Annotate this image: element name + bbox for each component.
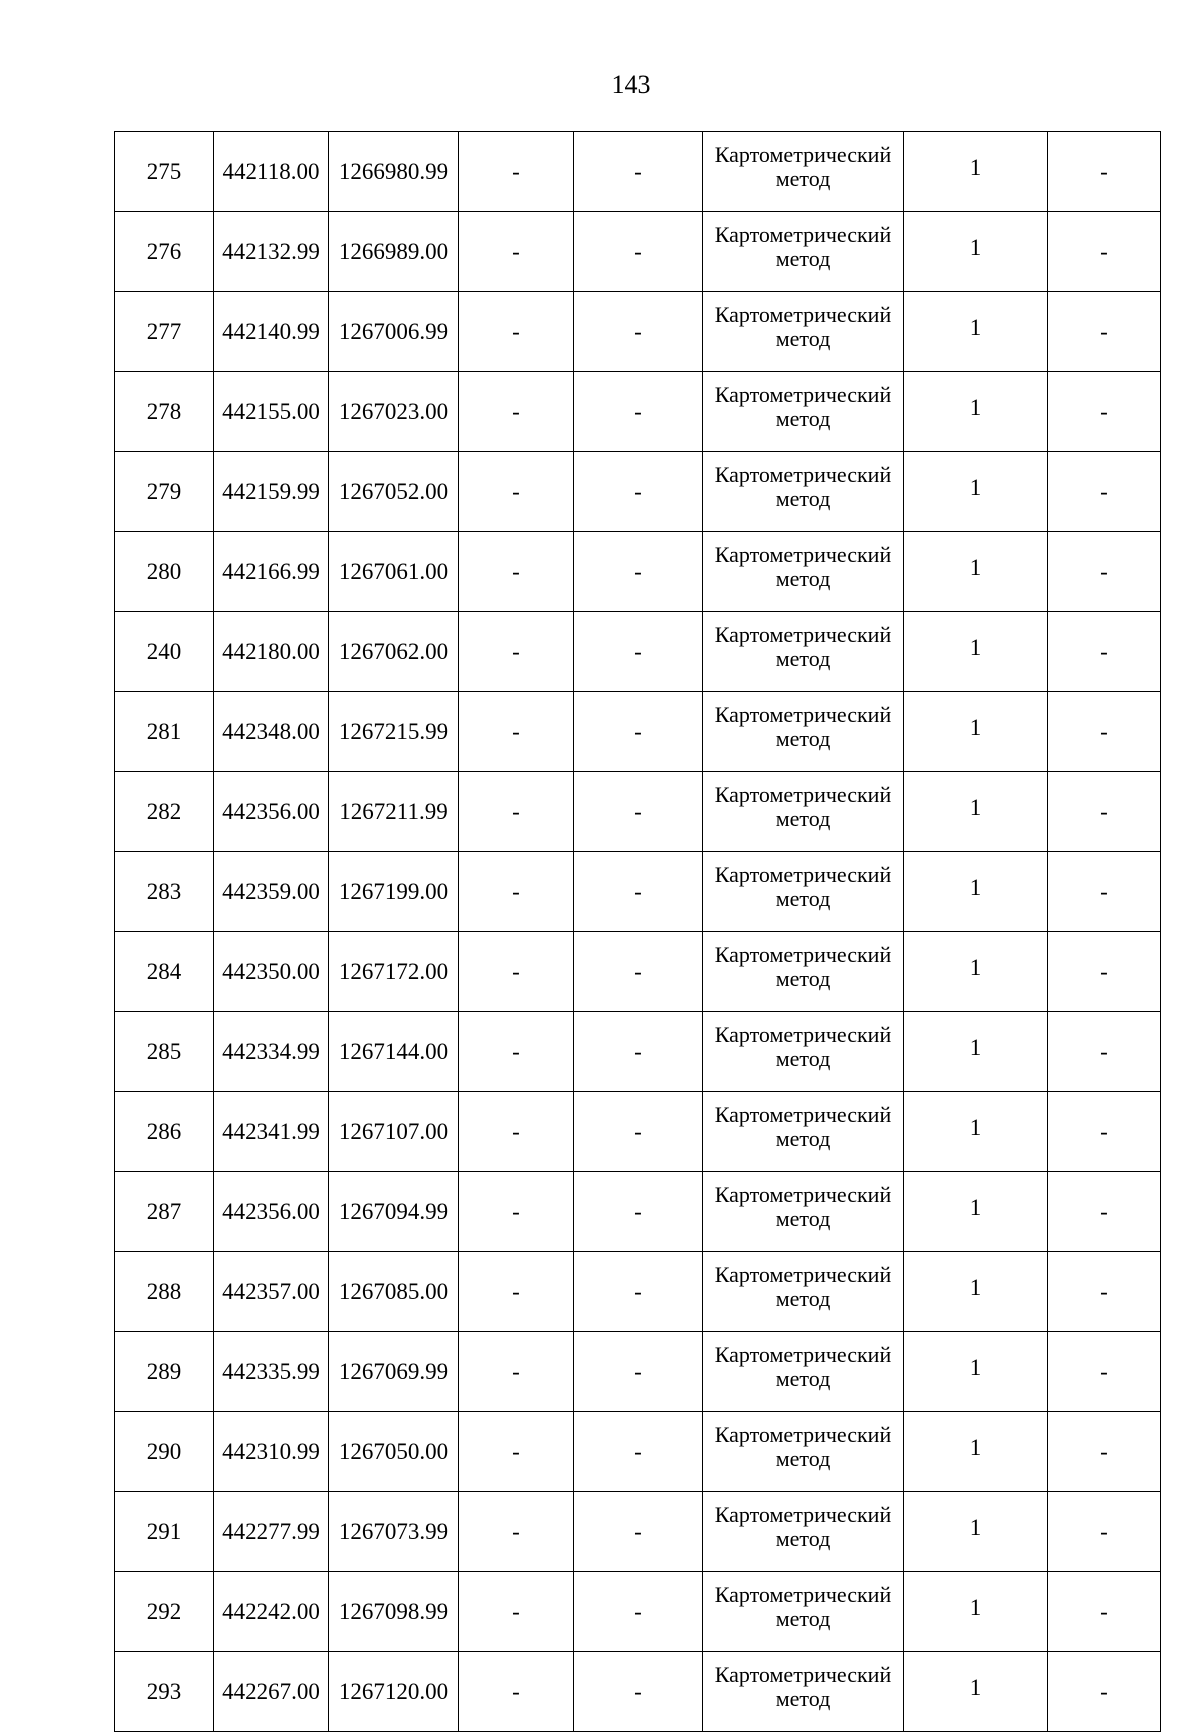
point-number-cell: 280 <box>115 532 214 612</box>
x-coordinate-cell: 442341.99 <box>214 1092 329 1172</box>
dash-cell: - <box>1048 212 1161 292</box>
dash-cell: - <box>1048 372 1161 452</box>
dash-cell: - <box>574 452 703 532</box>
dash-cell: - <box>1048 772 1161 852</box>
table-row <box>115 1012 1161 1092</box>
grade-cell: 1 <box>904 1412 1048 1492</box>
method-line: Картометрический <box>714 301 892 327</box>
x-coordinate-cell: 442356.00 <box>214 772 329 852</box>
dash-cell: - <box>459 1412 574 1492</box>
x-coordinate-cell: 442155.00 <box>214 372 329 452</box>
point-number-cell: 287 <box>115 1172 214 1252</box>
y-coordinate-cell: 1267107.00 <box>329 1092 459 1172</box>
table-row <box>115 1652 1161 1732</box>
grade-cell: 1 <box>904 1092 1048 1172</box>
grade-cell: 1 <box>904 1252 1048 1332</box>
method-line: метод <box>775 725 831 751</box>
dash-cell: - <box>574 292 703 372</box>
x-coordinate-cell: 442350.00 <box>214 932 329 1012</box>
x-coordinate-cell: 442180.00 <box>214 612 329 692</box>
dash-cell: - <box>1048 1012 1161 1092</box>
method-cell <box>703 1412 904 1492</box>
grade-cell: 1 <box>904 1652 1048 1732</box>
dash-cell: - <box>574 1332 703 1412</box>
method-line: метод <box>775 1445 831 1471</box>
table-row <box>115 452 1161 532</box>
point-number-cell: 240 <box>115 612 214 692</box>
coordinates-table <box>114 131 1161 1732</box>
method-cell <box>703 1572 904 1652</box>
method-line: Картометрический <box>714 141 892 167</box>
table-row <box>115 772 1161 852</box>
x-coordinate-cell: 442267.00 <box>214 1652 329 1732</box>
x-coordinate-cell: 442334.99 <box>214 1012 329 1092</box>
dash-cell: - <box>459 1652 574 1732</box>
x-coordinate-cell: 442166.99 <box>214 532 329 612</box>
dash-cell: - <box>459 292 574 372</box>
table-row <box>115 852 1161 932</box>
point-number-cell: 293 <box>115 1652 214 1732</box>
dash-cell: - <box>1048 852 1161 932</box>
method-line: метод <box>775 1685 831 1711</box>
dash-cell: - <box>459 852 574 932</box>
dash-cell: - <box>574 1092 703 1172</box>
dash-cell: - <box>1048 132 1161 212</box>
method-cell <box>703 692 904 772</box>
point-number-cell: 290 <box>115 1412 214 1492</box>
dash-cell: - <box>574 1652 703 1732</box>
method-cell <box>703 772 904 852</box>
dash-cell: - <box>574 772 703 852</box>
dash-cell: - <box>574 612 703 692</box>
method-line: метод <box>775 1525 831 1551</box>
table-row <box>115 1092 1161 1172</box>
method-cell <box>703 1092 904 1172</box>
method-line: метод <box>775 1605 831 1631</box>
y-coordinate-cell: 1267073.99 <box>329 1492 459 1572</box>
x-coordinate-cell: 442348.00 <box>214 692 329 772</box>
method-line: Картометрический <box>714 1181 892 1207</box>
dash-cell: - <box>574 532 703 612</box>
x-coordinate-cell: 442277.99 <box>214 1492 329 1572</box>
table-row <box>115 1332 1161 1412</box>
dash-cell: - <box>574 1492 703 1572</box>
page-number: 143 <box>611 70 651 99</box>
table-row <box>115 532 1161 612</box>
method-line: Картометрический <box>714 1101 892 1127</box>
point-number-cell: 275 <box>115 132 214 212</box>
method-cell <box>703 1172 904 1252</box>
method-line: метод <box>775 565 831 591</box>
table-row <box>115 1572 1161 1652</box>
point-number-cell: 279 <box>115 452 214 532</box>
y-coordinate-cell: 1267050.00 <box>329 1412 459 1492</box>
dash-cell: - <box>1048 1332 1161 1412</box>
method-line: метод <box>775 1205 831 1231</box>
table-row <box>115 372 1161 452</box>
dash-cell: - <box>459 1012 574 1092</box>
grade-cell: 1 <box>904 132 1048 212</box>
method-line: метод <box>775 885 831 911</box>
method-line: Картометрический <box>714 1501 892 1527</box>
table-row <box>115 212 1161 292</box>
dash-cell: - <box>459 1252 574 1332</box>
table-row <box>115 692 1161 772</box>
method-line: Картометрический <box>714 1421 892 1447</box>
dash-cell: - <box>574 932 703 1012</box>
method-line: метод <box>775 1365 831 1391</box>
method-line: метод <box>775 1125 831 1151</box>
point-number-cell: 288 <box>115 1252 214 1332</box>
x-coordinate-cell: 442140.99 <box>214 292 329 372</box>
y-coordinate-cell: 1267062.00 <box>329 612 459 692</box>
method-cell <box>703 852 904 932</box>
dash-cell: - <box>1048 1492 1161 1572</box>
x-coordinate-cell: 442242.00 <box>214 1572 329 1652</box>
point-number-cell: 278 <box>115 372 214 452</box>
table-row <box>115 612 1161 692</box>
method-cell <box>703 132 904 212</box>
dash-cell: - <box>459 1332 574 1412</box>
method-line: метод <box>775 1045 831 1071</box>
method-cell <box>703 932 904 1012</box>
y-coordinate-cell: 1267120.00 <box>329 1652 459 1732</box>
dash-cell: - <box>574 1412 703 1492</box>
method-line: метод <box>775 485 831 511</box>
method-line: Картометрический <box>714 701 892 727</box>
grade-cell: 1 <box>904 1332 1048 1412</box>
dash-cell: - <box>574 372 703 452</box>
grade-cell: 1 <box>904 1172 1048 1252</box>
grade-cell: 1 <box>904 692 1048 772</box>
point-number-cell: 286 <box>115 1092 214 1172</box>
method-line: Картометрический <box>714 221 892 247</box>
dash-cell: - <box>459 212 574 292</box>
grade-cell: 1 <box>904 1492 1048 1572</box>
dash-cell: - <box>1048 1252 1161 1332</box>
method-cell <box>703 1652 904 1732</box>
method-line: метод <box>775 165 831 191</box>
point-number-cell: 282 <box>115 772 214 852</box>
x-coordinate-cell: 442335.99 <box>214 1332 329 1412</box>
dash-cell: - <box>1048 692 1161 772</box>
dash-cell: - <box>574 1572 703 1652</box>
dash-cell: - <box>574 132 703 212</box>
x-coordinate-cell: 442356.00 <box>214 1172 329 1252</box>
grade-cell: 1 <box>904 612 1048 692</box>
point-number-cell: 291 <box>115 1492 214 1572</box>
point-number-cell: 284 <box>115 932 214 1012</box>
dash-cell: - <box>459 1572 574 1652</box>
method-line: метод <box>775 325 831 351</box>
y-coordinate-cell: 1266980.99 <box>329 132 459 212</box>
dash-cell: - <box>1048 612 1161 692</box>
method-cell <box>703 612 904 692</box>
dash-cell: - <box>459 1492 574 1572</box>
table-row <box>115 1492 1161 1572</box>
dash-cell: - <box>459 372 574 452</box>
dash-cell: - <box>574 692 703 772</box>
y-coordinate-cell: 1267172.00 <box>329 932 459 1012</box>
method-line: метод <box>775 245 831 271</box>
dash-cell: - <box>574 212 703 292</box>
method-line: Картометрический <box>714 941 892 967</box>
y-coordinate-cell: 1267023.00 <box>329 372 459 452</box>
y-coordinate-cell: 1266989.00 <box>329 212 459 292</box>
grade-cell: 1 <box>904 852 1048 932</box>
dash-cell: - <box>459 532 574 612</box>
dash-cell: - <box>574 1012 703 1092</box>
method-cell <box>703 212 904 292</box>
y-coordinate-cell: 1267211.99 <box>329 772 459 852</box>
table-row <box>115 932 1161 1012</box>
method-line: Картометрический <box>714 1661 892 1687</box>
grade-cell: 1 <box>904 372 1048 452</box>
x-coordinate-cell: 442310.99 <box>214 1412 329 1492</box>
dash-cell: - <box>1048 292 1161 372</box>
method-line: Картометрический <box>714 1021 892 1047</box>
y-coordinate-cell: 1267085.00 <box>329 1252 459 1332</box>
grade-cell: 1 <box>904 772 1048 852</box>
method-line: Картометрический <box>714 621 892 647</box>
dash-cell: - <box>1048 1092 1161 1172</box>
grade-cell: 1 <box>904 212 1048 292</box>
method-cell <box>703 532 904 612</box>
dash-cell: - <box>459 932 574 1012</box>
method-line: Картометрический <box>714 861 892 887</box>
method-line: метод <box>775 965 831 991</box>
table-row <box>115 292 1161 372</box>
x-coordinate-cell: 442357.00 <box>214 1252 329 1332</box>
table-body <box>115 132 1161 1732</box>
dash-cell: - <box>574 1252 703 1332</box>
dash-cell: - <box>574 852 703 932</box>
dash-cell: - <box>459 452 574 532</box>
dash-cell: - <box>1048 1412 1161 1492</box>
x-coordinate-cell: 442359.00 <box>214 852 329 932</box>
dash-cell: - <box>1048 1652 1161 1732</box>
method-cell <box>703 1252 904 1332</box>
grade-cell: 1 <box>904 452 1048 532</box>
point-number-cell: 283 <box>115 852 214 932</box>
y-coordinate-cell: 1267144.00 <box>329 1012 459 1092</box>
grade-cell: 1 <box>904 1012 1048 1092</box>
method-line: метод <box>775 645 831 671</box>
method-line: метод <box>775 1285 831 1311</box>
grade-cell: 1 <box>904 532 1048 612</box>
method-line: метод <box>775 805 831 831</box>
method-cell <box>703 1492 904 1572</box>
method-cell <box>703 372 904 452</box>
dash-cell: - <box>459 772 574 852</box>
y-coordinate-cell: 1267215.99 <box>329 692 459 772</box>
y-coordinate-cell: 1267199.00 <box>329 852 459 932</box>
method-line: Картометрический <box>714 381 892 407</box>
y-coordinate-cell: 1267098.99 <box>329 1572 459 1652</box>
table-row <box>115 1252 1161 1332</box>
y-coordinate-cell: 1267061.00 <box>329 532 459 612</box>
y-coordinate-cell: 1267052.00 <box>329 452 459 532</box>
dash-cell: - <box>1048 452 1161 532</box>
method-line: Картометрический <box>714 461 892 487</box>
y-coordinate-cell: 1267094.99 <box>329 1172 459 1252</box>
point-number-cell: 281 <box>115 692 214 772</box>
method-line: Картометрический <box>714 1341 892 1367</box>
dash-cell: - <box>459 1172 574 1252</box>
method-cell <box>703 452 904 532</box>
dash-cell: - <box>459 132 574 212</box>
table-row <box>115 132 1161 212</box>
x-coordinate-cell: 442118.00 <box>214 132 329 212</box>
dash-cell: - <box>1048 1172 1161 1252</box>
grade-cell: 1 <box>904 292 1048 372</box>
point-number-cell: 289 <box>115 1332 214 1412</box>
dash-cell: - <box>574 1172 703 1252</box>
grade-cell: 1 <box>904 932 1048 1012</box>
dash-cell: - <box>459 612 574 692</box>
method-cell <box>703 292 904 372</box>
grade-cell: 1 <box>904 1572 1048 1652</box>
y-coordinate-cell: 1267069.99 <box>329 1332 459 1412</box>
method-line: Картометрический <box>714 1261 892 1287</box>
dash-cell: - <box>1048 932 1161 1012</box>
dash-cell: - <box>1048 532 1161 612</box>
method-line: Картометрический <box>714 541 892 567</box>
table-row <box>115 1412 1161 1492</box>
y-coordinate-cell: 1267006.99 <box>329 292 459 372</box>
dash-cell: - <box>459 692 574 772</box>
point-number-cell: 292 <box>115 1572 214 1652</box>
method-line: Картометрический <box>714 781 892 807</box>
x-coordinate-cell: 442132.99 <box>214 212 329 292</box>
point-number-cell: 285 <box>115 1012 214 1092</box>
method-cell <box>703 1012 904 1092</box>
method-line: метод <box>775 405 831 431</box>
point-number-cell: 276 <box>115 212 214 292</box>
table-row <box>115 1172 1161 1252</box>
method-cell <box>703 1332 904 1412</box>
dash-cell: - <box>459 1092 574 1172</box>
point-number-cell: 277 <box>115 292 214 372</box>
method-line: Картометрический <box>714 1581 892 1607</box>
dash-cell: - <box>1048 1572 1161 1652</box>
x-coordinate-cell: 442159.99 <box>214 452 329 532</box>
